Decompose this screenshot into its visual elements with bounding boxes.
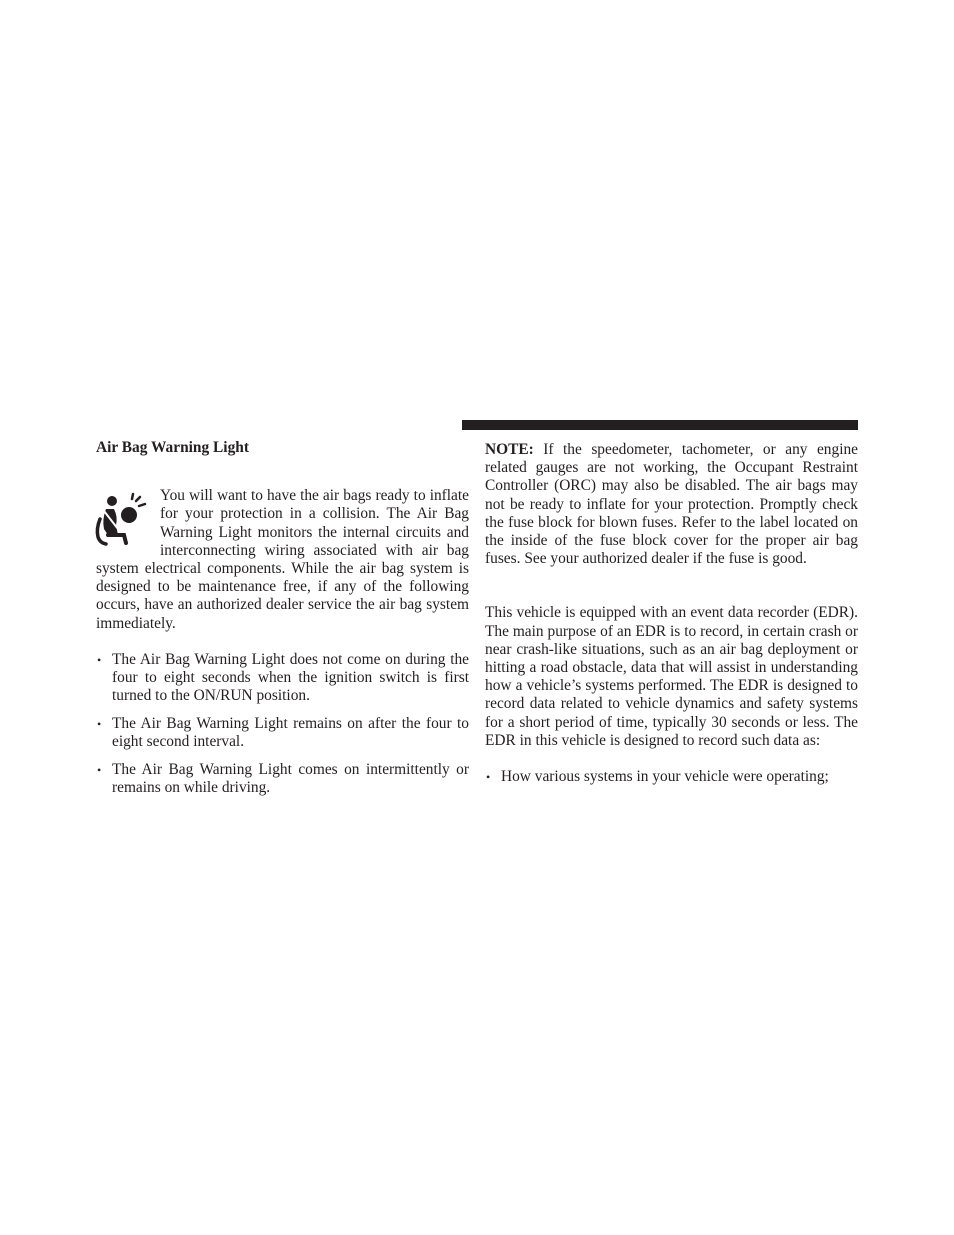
list-item	[96, 715, 469, 751]
bullet-icon: •	[486, 770, 491, 785]
list-item-text: The Air Bag Warning Light does not come on during the four to eight seconds when the ignition switch is first turned to the ON/RUN position.	[112, 650, 469, 705]
note-paragraph	[485, 441, 858, 568]
list-item	[485, 768, 858, 786]
edr-data-list	[485, 768, 858, 786]
section-header-rule	[462, 420, 858, 430]
list-item-text: The Air Bag Warning Light comes on intermittently or remains on while driving.	[112, 760, 469, 797]
intro-paragraph: You will want to have the air bags ready to inflate for your protection in a collision. The Air Bag Warning Light monitors the internal circuits and interconnecting wiring associated with air bag system electrical components. While the air bag system is designed to be maintenance free, if any of the following occurs, have an authorized dealer service the air bag system immediately.	[96, 487, 469, 632]
left-column	[96, 436, 469, 797]
right-column	[485, 436, 858, 786]
list-item	[96, 761, 469, 797]
list-item-text: How various systems in your vehicle were operating;	[501, 768, 829, 786]
list-item	[96, 651, 469, 706]
note-label: NOTE:	[485, 441, 534, 458]
airbag-warning-icon	[94, 489, 156, 551]
section-heading: Air Bag Warning Light	[96, 439, 249, 456]
bullet-icon: •	[97, 716, 102, 731]
edr-paragraph: This vehicle is equipped with an event data recorder (EDR). The main purpose of an EDR is to record, in certain crash or near crash-like situations, such as an air bag deployment or hitting a road obstacle, data that will assist in understanding how a vehicle’s systems performed. The EDR is designed to record data related to vehicle dynamics and safety systems for a short period of time, typically 30 seconds or less. The EDR in this vehicle is designed to record such data as:	[485, 604, 858, 749]
note-text: If the speedometer, tachometer, or any engine related gauges are not working, the Occupant Restraint Controller (ORC) may also be disabled. The air bags may not be ready to inflate for your protection. Promptly check the fuse block for blown fuses. Refer to the label located on the inside of the fuse block cover for the proper air bag fuses. See your authorized dealer if the fuse is good.	[485, 441, 858, 568]
intro-block	[96, 487, 469, 633]
warning-conditions-list	[96, 651, 469, 797]
bullet-icon: •	[97, 652, 102, 667]
bullet-icon: •	[97, 762, 102, 777]
list-item-text: The Air Bag Warning Light remains on after the four to eight second interval.	[112, 714, 469, 751]
